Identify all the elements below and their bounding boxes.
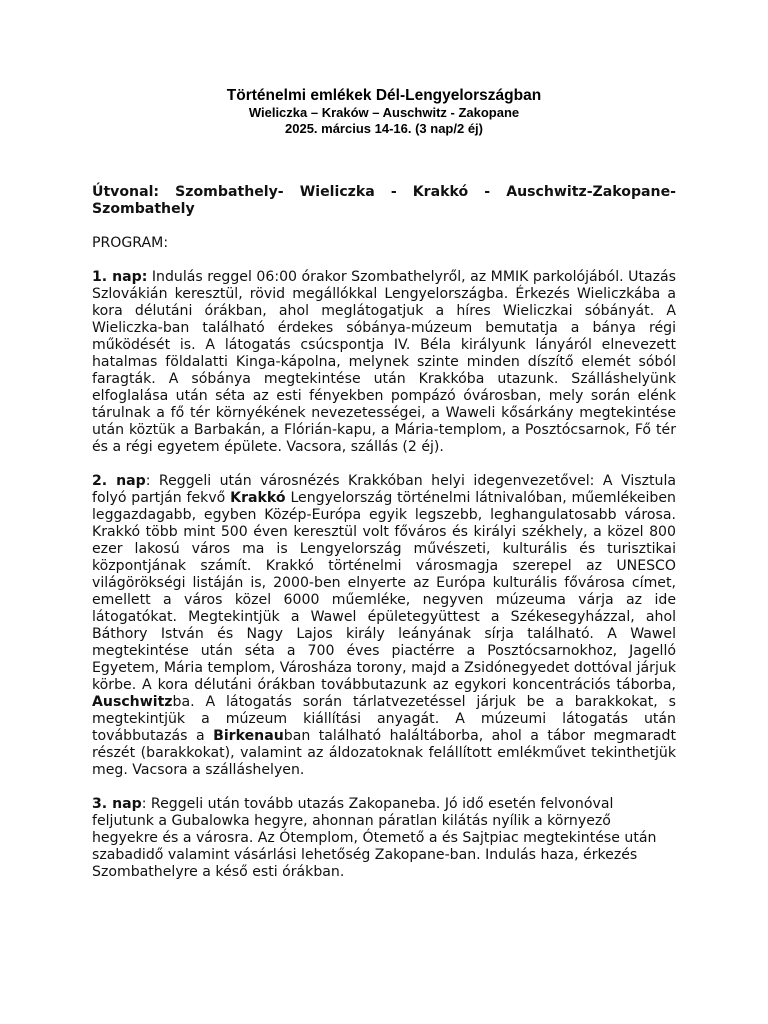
day2-bold-birkenau: Birkenau (213, 728, 284, 744)
document-subtitle-route: Wieliczka – Kraków – Auschwitz - Zakopane (248, 105, 520, 120)
day2-paragraph (92, 473, 676, 779)
day3-text: : Reggeli után tovább utazás Zakopaneba. Jó idő esetén felvonóval feljutunk a Gubalowka hegyre, ahonnan páratlan kilátás nyílik a környező hegyekre és a városra. Az Ótemplom, Ótemető a és Sajtpiac megtekintése után szabadidő valamint vásárlási lehetőség Zakopane-ban. Indulás haza, érkezés Szombathelyre a késő esti órákban. (92, 796, 657, 880)
day3-label: 3. nap (92, 796, 142, 812)
day1-label: 1. nap: (92, 269, 148, 285)
document-page (92, 86, 676, 881)
day1-text: Indulás reggel 06:00 órakor Szombathelyről, az MMIK parkolójából. Utazás Szlovákián keresztül, rövid megállókkal Lengyelországba. Érkezés Wieliczkába a kora délutáni órákban, ahol meglátogatjuk a híres Wieliczkai sóbányát. A Wieliczka-ban található érdekes sóbánya-múzeum bemutatja a bánya régi működését is. A látogatás csúcspontja IV. Béla királyunk lányáról elnevezett hatalmas földalatti Kinga-kápolna, melynek szinte minden díszítő elemét sóból faragták. A sóbánya megtekintése után Krakkóba utazunk. Szálláshelyünk elfoglalása után séta az esti fényekben pompázó óvárosban, mely során elénk tárulnak a fő tér környékének nevezetességei, a Waweli kősárkány megtekintése után köztük a Barbakán, a Flórián-kapu, a Mária-templom, a Posztócsarnok, Fő tér és a régi egyetem épülete. Vacsora, szállás (2 éj). (92, 269, 676, 455)
day2-label: 2. nap (92, 473, 146, 489)
day2-bold-krakko: Krakkó (230, 490, 286, 506)
day2-text-4: ban található haláltáborba, ahol a tábor megmaradt részét (barakkokat), valamint az áldozatoknak felállított emlékművet tekinthetjük meg. Vacsora a szálláshelyen. (92, 728, 676, 778)
program-label: PROGRAM: (92, 235, 169, 251)
day2-text-2: Lengyelország történelmi látnivalóban, műemlékeiben leggazdagabb, egyben Közép-Európa egyik legszebb, leghangulatosabb városa. Krakkó több mint 500 éven keresztül volt főváros és királyi székhely, a közel 800 ezer lakosú város ma is Lengyelország művészeti, kulturális és turisztikai központjának számít. Krakkó történelmi városmagja szerepel az UNESCO világörökségi listáján is, 2000-ben elnyerte az Európa kulturális fővárosa címet, emellett a város közel 6000 műemléke, negyven múzeuma várja az ide látogatókat. Megtekintjük a Wawel épületegyüttest a Székesegyházzal, ahol Báthory István és Nagy Lajos király leányának sírja található. A Wawel megtekintése után séta a 700 éves piactérre a Posztócsarnokhoz, Jagelló Egyetem, Mária templom, Városháza torony, majd a Zsidónegyedet dottóval járjuk körbe. A kora délutáni órákban továbbutazunk az egykori koncentrációs táborba, (92, 490, 676, 693)
itinerary-line: Útvonal: Szombathely- Wieliczka - Krakkó - Auschwitz-Zakopane-Szombathely (92, 184, 676, 217)
day2-bold-auschwitz: Auschwitz (92, 694, 173, 710)
day1-paragraph (92, 269, 676, 456)
day2-text-3: ba. A látogatás során tárlatvezetéssel járjuk be a barakkokat, s megtekintjük a múzeum kiállítási anyagát. A múzeumi látogatás után továbbutazás a (92, 694, 676, 744)
day2-text-1: : Reggeli után városnézés Krakkóban helyi idegenvezetővel: A Visztula folyó partján fekvő (92, 473, 676, 506)
document-dates: 2025. március 14-16. (3 nap/2 éj) (285, 121, 483, 136)
document-title: Történelmi emlékek Dél-Lengyelországban (226, 87, 542, 104)
day3-paragraph (92, 796, 676, 881)
